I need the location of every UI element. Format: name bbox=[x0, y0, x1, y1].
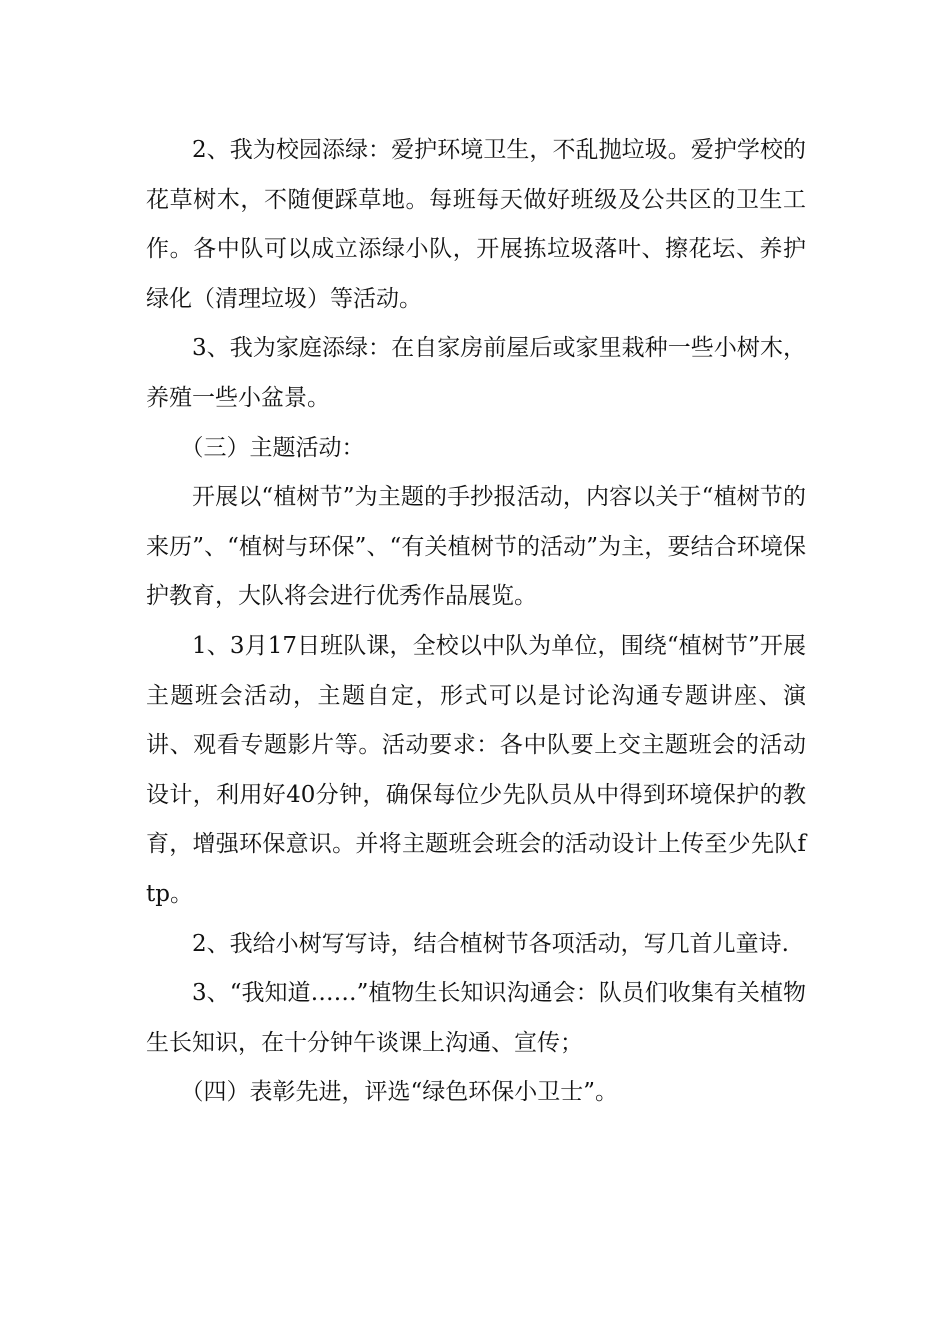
paragraph-handwritten-newspaper: 开展以“植树节”为主题的手抄报活动，内容以关于“植树节的来历”、“植树与环保”、“有关植树节的活动”为主，要结合环境保护教育，大队将会进行优秀作品展览。 bbox=[146, 484, 806, 610]
paragraph-class-meeting: 1、3月17日班队课，全校以中队为单位，围绕“植树节”开展主题班会活动，主题自定，形式可以是讨论沟通专题讲座、演讲、观看专题影片等。活动要求：各中队要上交主题班会的活动设计，利用好40分钟，确保每位少先队员从中得到环境保护的教育，增强环保意识。并将主题班会班会的活动设计上传至少先队ftp。 bbox=[146, 632, 806, 907]
section-heading-commendation: （四）表彰先进，评选“绿色环保小卫士”。 bbox=[180, 1079, 619, 1106]
section-heading-theme-activities: （三）主题活动： bbox=[180, 434, 365, 461]
document-page bbox=[146, 126, 806, 1118]
paragraph-home-greening: 3、我为家庭添绿：在自家房前屋后或家里栽种一些小树木，养殖一些小盆景。 bbox=[146, 335, 806, 411]
paragraph-knowledge-exchange: 3、“我知道……”植物生长知识沟通会：队员们收集有关植物生长知识，在十分钟午谈课上沟通、宣传； bbox=[146, 980, 806, 1056]
paragraph-campus-greening: 2、我为校园添绿：爱护环境卫生，不乱抛垃圾。爱护学校的花草树木，不随便踩草地。每班每天做好班级及公共区的卫生工作。各中队可以成立添绿小队，开展拣垃圾落叶、擦花坛、养护绿化（清理垃圾）等活动。 bbox=[146, 137, 806, 312]
paragraph-poems: 2、我给小树写写诗，结合植树节各项活动，写几首儿童诗. bbox=[192, 930, 789, 957]
